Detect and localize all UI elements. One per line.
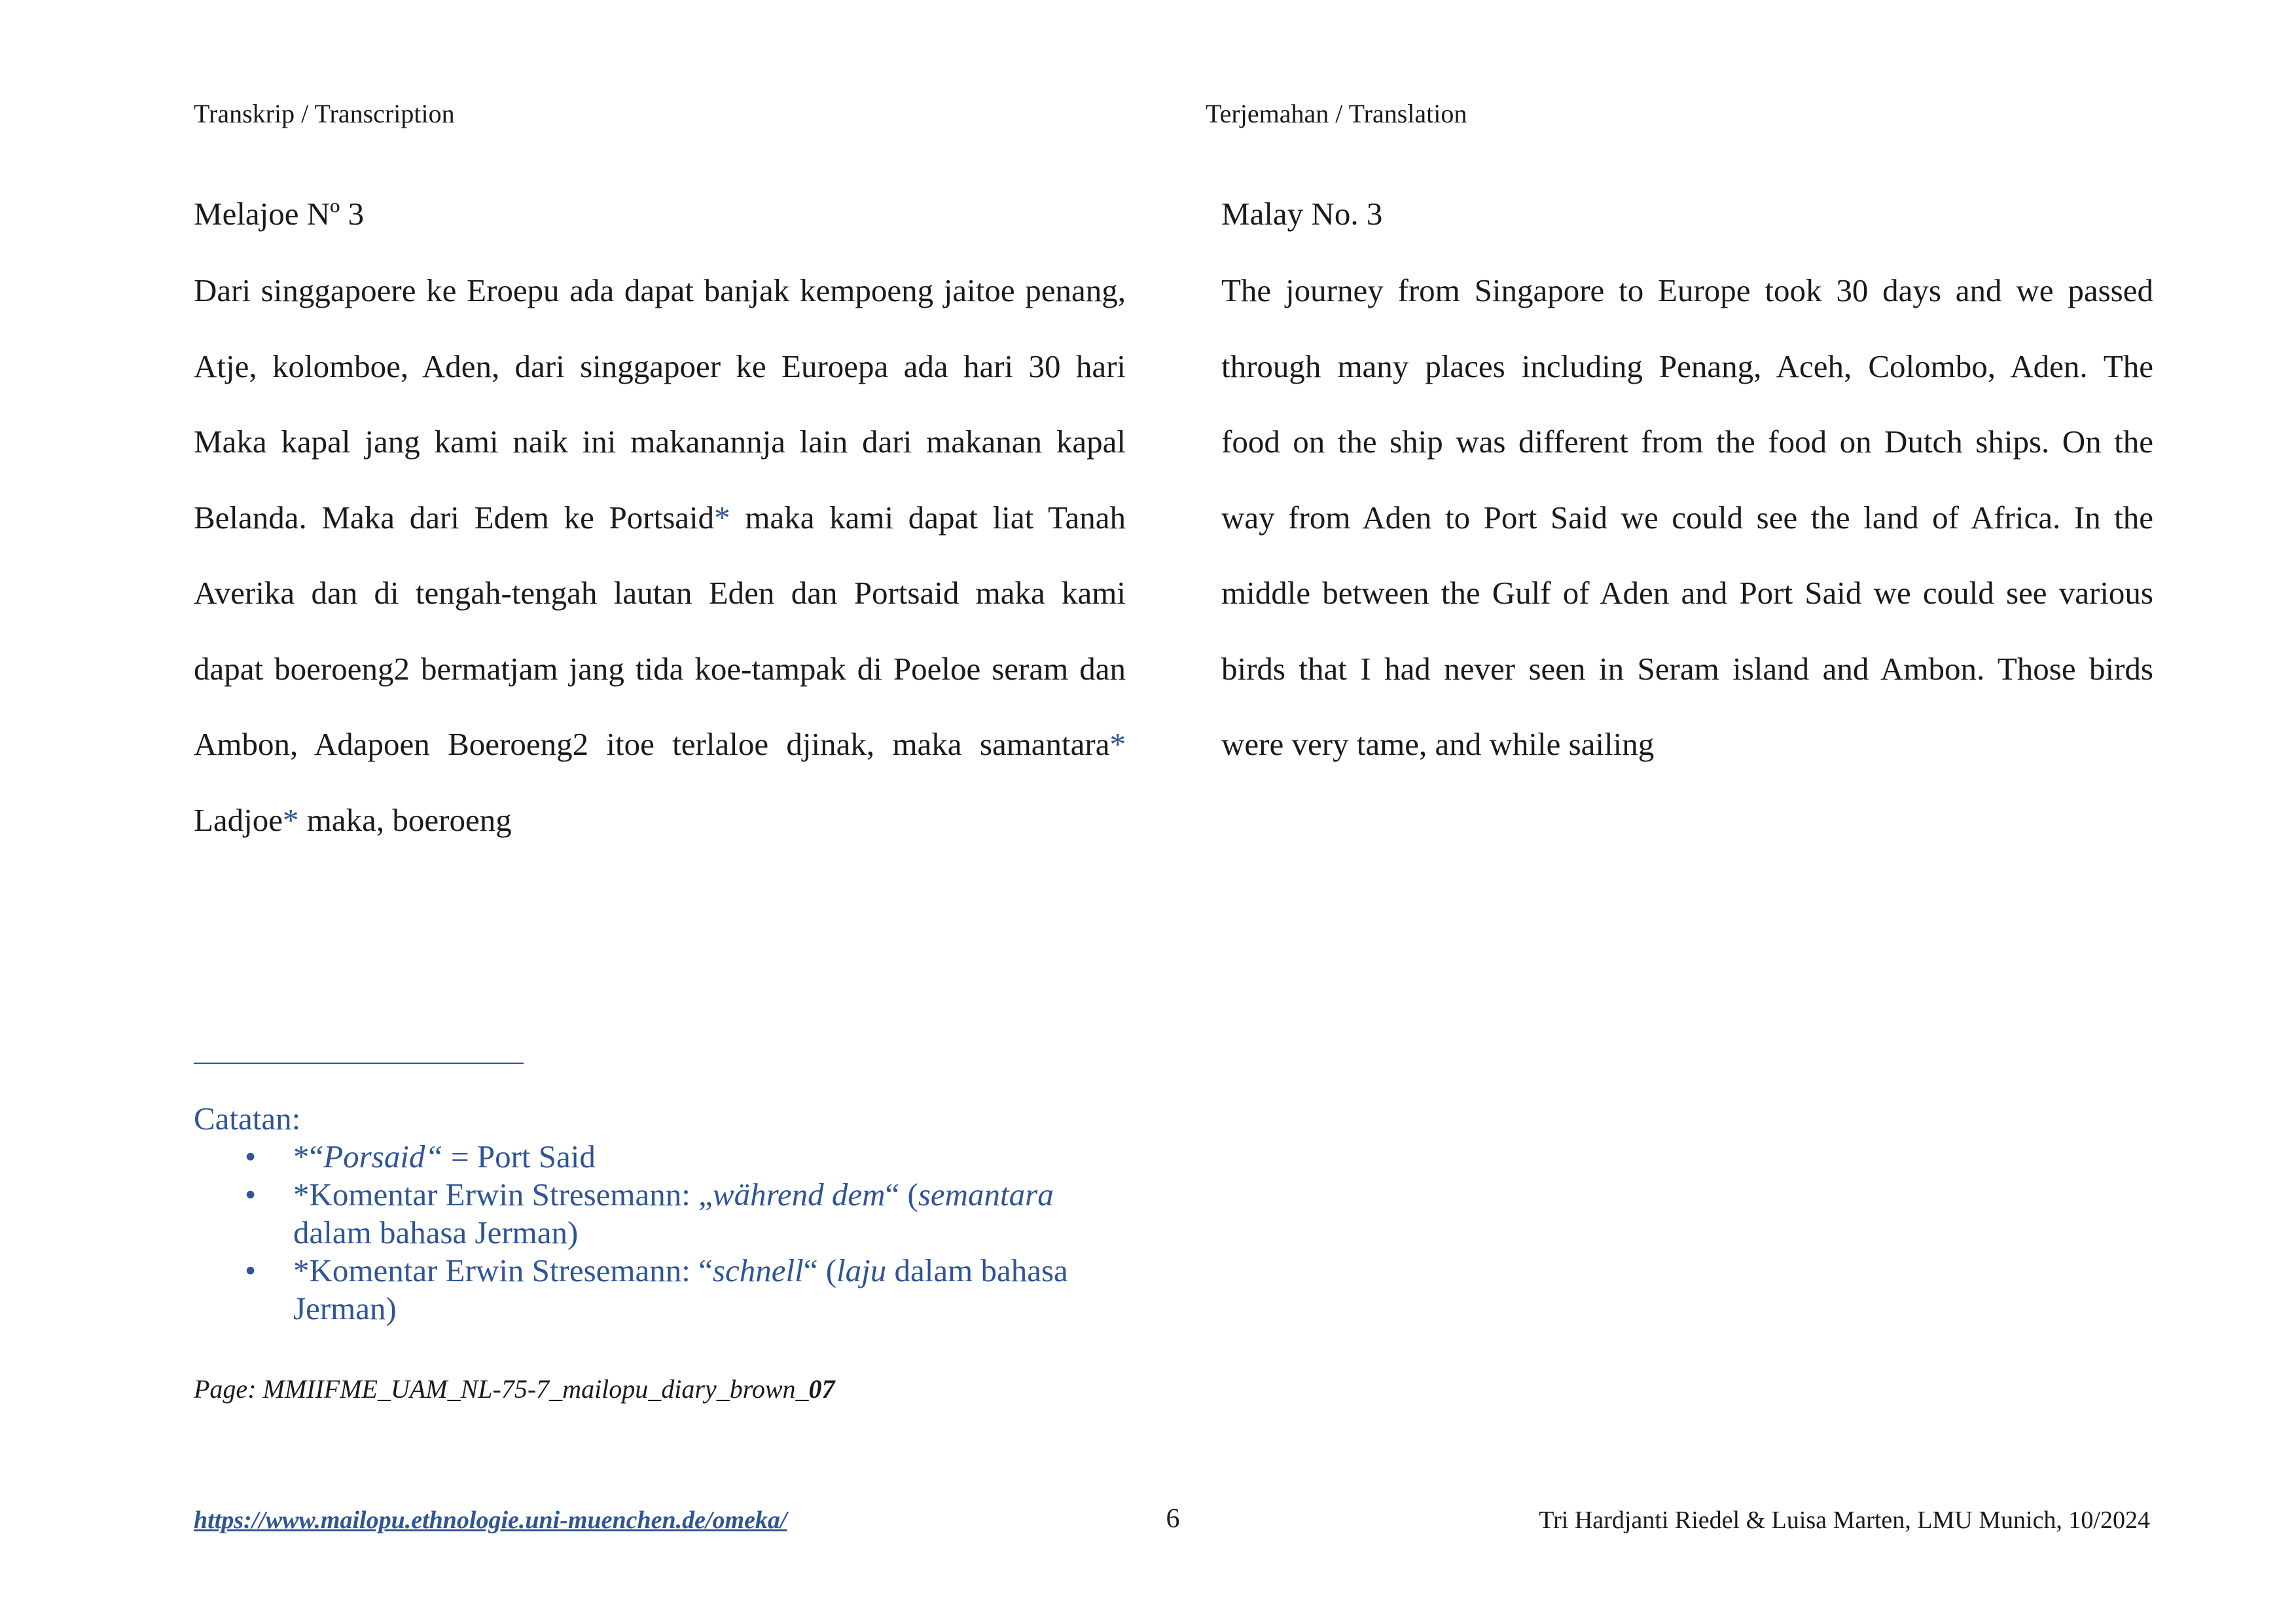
translation-line: food on the ship was different from the food on Dutch ships. On the (1221, 424, 2153, 460)
footer-link[interactable]: https://www.mailopu.ethnologie.uni-muenchen.de/omeka/ (194, 1506, 787, 1534)
bullet-icon: • (245, 1139, 257, 1175)
translation-line: were very tame, and while sailing (1221, 726, 1655, 762)
page-reference: Page: MMIIFME_UAM_NL-75-7_mailopu_diary_brown_07 (194, 1374, 835, 1404)
translation-line: way from Aden to Port Said we could see the land of Africa. In the (1221, 499, 2153, 536)
footnote-marker: * (1109, 726, 1126, 762)
transcription-line: Maka kapal jang kami naik ini makanannja lain dari makanan kapal (194, 424, 1126, 460)
header-right: Terjemahan / Translation (1206, 99, 1467, 128)
transcription-line: Ambon, Adapoen Boeroeng2 itoe terlaloe djinak, maka samantara* (194, 726, 1126, 762)
transcription-title: Melajoe Nº 3 (194, 196, 365, 232)
translation-line: through many places including Penang, Aceh, Colombo, Aden. The (1221, 348, 2153, 384)
translation-line: birds that I had never seen in Seram island and Ambon. Those birds (1221, 650, 2153, 687)
transcription-body (194, 253, 1126, 858)
transcription-line: Dari singgapoere ke Eroepu ada dapat banjak kempoeng jaitoe penang, (194, 272, 1126, 308)
footer-credit: Tri Hardjanti Riedel & Luisa Marten, LMU Munich, 10/2024 (1539, 1506, 2150, 1534)
page-number: 6 (1166, 1504, 1180, 1534)
note-item: • *Komentar Erwin Stresemann: „während dem“ (semantara dalam bahasa Jerman) (245, 1176, 1054, 1250)
transcription-line: Belanda. Maka dari Edem ke Portsaid* maka kami dapat liat Tanah (194, 499, 1126, 536)
translation-line: middle between the Gulf of Aden and Port Said we could see various (1221, 575, 2153, 611)
translation-line: The journey from Singapore to Europe took 30 days and we passed (1221, 272, 2153, 308)
header-left: Transkrip / Transcription (194, 99, 455, 128)
notes-heading: Catatan: (194, 1101, 301, 1137)
note-item: • *“Porsaid“ = Port Said (245, 1139, 596, 1175)
bullet-icon: • (245, 1176, 257, 1213)
notes-list (194, 1138, 1123, 1328)
bullet-icon: • (245, 1252, 257, 1288)
footnote-marker: * (714, 499, 730, 536)
footnote-marker: * (283, 801, 299, 838)
transcription-line: Atje, kolomboe, Aden, dari singgapoer ke Euroepa ada hari 30 hari (194, 348, 1126, 384)
translation-body (1221, 253, 2153, 782)
note-item: • *Komentar Erwin Stresemann: “schnell“ (laju dalam bahasa Jerman) (245, 1252, 1068, 1326)
transcription-line: dapat boeroeng2 bermatjam jang tida koe-tampak di Poeloe seram dan (194, 650, 1126, 687)
footnote-separator (194, 1063, 524, 1064)
transcription-line: Averika dan di tengah-tengah lautan Eden dan Portsaid maka kami (194, 575, 1126, 611)
translation-title: Malay No. 3 (1221, 196, 1383, 232)
notes-section (194, 1100, 1123, 1328)
transcription-line: Ladjoe* maka, boeroeng (194, 801, 512, 838)
